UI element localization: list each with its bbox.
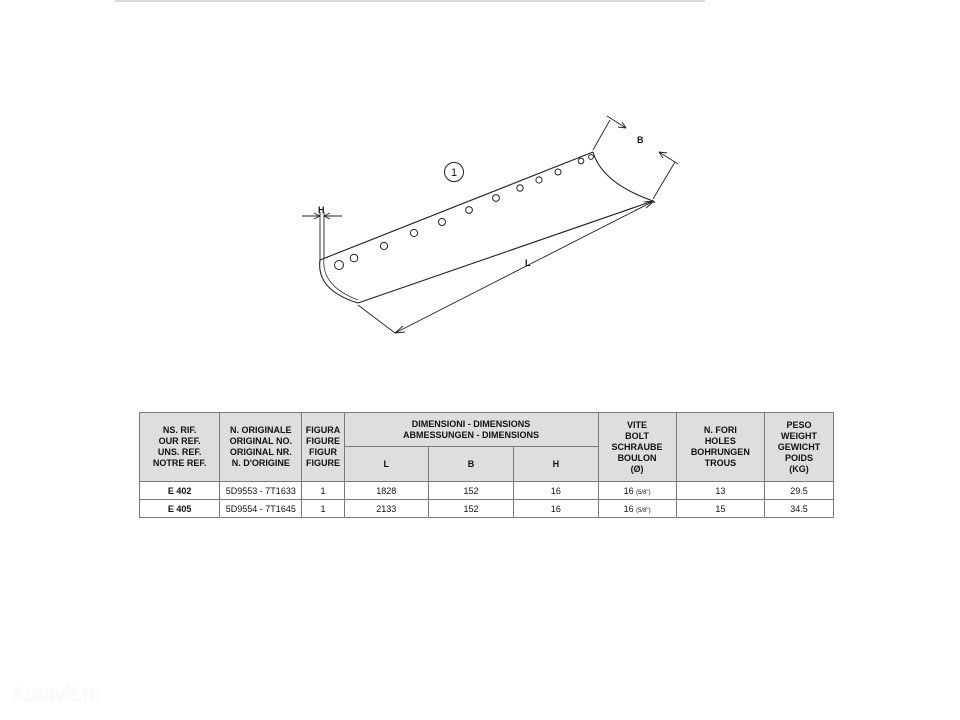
cell-holes: 13 [676, 482, 764, 500]
watermark-logo: Autovit.ro [12, 684, 102, 706]
dimension-l-label: L [525, 258, 531, 268]
cell-ref: E 405 [140, 500, 220, 518]
header-holes: N. FORI HOLES BOHRUNGEN TROUS [676, 413, 764, 482]
cell-original-no: 5D9553 - 7T1633 [220, 482, 302, 500]
cell-l: 1828 [344, 482, 428, 500]
bolt-size: 16 [623, 485, 634, 496]
bolt-fraction: (5/8") [636, 489, 651, 496]
cell-bolt [598, 482, 676, 500]
top-divider-line [115, 0, 705, 2]
figure-number-callout [445, 163, 464, 182]
header-bolt: VITE BOLT SCHRAUBE BOULON (Ø) [598, 413, 676, 482]
bolt-fraction: (5/8") [636, 507, 651, 514]
specification-table [139, 412, 834, 518]
bolt-size: 16 [623, 503, 634, 514]
table-row [140, 500, 834, 518]
header-figure: FIGURA FIGURE FIGUR FIGURE [302, 413, 344, 482]
header-original-no: N. ORIGINALE ORIGINAL NO. ORIGINAL NR. N. D'ORIGINE [220, 413, 302, 482]
header-our-ref: NS. RIF. OUR REF. UNS. REF. NOTRE REF. [140, 413, 220, 482]
header-dim-l: L [344, 447, 428, 482]
figure-number: 1 [450, 167, 458, 179]
header-dim-h: H [514, 447, 598, 482]
dimension-l [358, 201, 655, 333]
cell-b: 152 [428, 482, 513, 500]
cell-l: 2133 [344, 500, 428, 518]
cell-h: 16 [514, 482, 598, 500]
blade-illustration [280, 100, 700, 345]
cell-figure: 1 [302, 482, 344, 500]
header-dim-b: B [428, 447, 513, 482]
blade-outline [320, 152, 653, 303]
dimension-b-label: B [637, 135, 644, 145]
cell-bolt [598, 500, 676, 518]
cell-ref: E 402 [140, 482, 220, 500]
header-dimensions: DIMENSIONI - DIMENSIONS ABMESSUNGEN - DIMENSIONS [344, 413, 598, 447]
dimension-b [593, 116, 678, 199]
cutting-edge-drawing [280, 100, 700, 345]
dimension-h [302, 212, 342, 260]
dimension-h-label: H [318, 205, 325, 215]
header-weight: PESO WEIGHT GEWICHT POIDS (KG) [765, 413, 834, 482]
cell-weight: 34.5 [765, 500, 834, 518]
cell-original-no: 5D9554 - 7T1645 [220, 500, 302, 518]
cell-b: 152 [428, 500, 513, 518]
cell-h: 16 [514, 500, 598, 518]
cell-weight: 29.5 [765, 482, 834, 500]
table-row [140, 482, 834, 500]
cell-figure: 1 [302, 500, 344, 518]
cell-holes: 15 [676, 500, 764, 518]
